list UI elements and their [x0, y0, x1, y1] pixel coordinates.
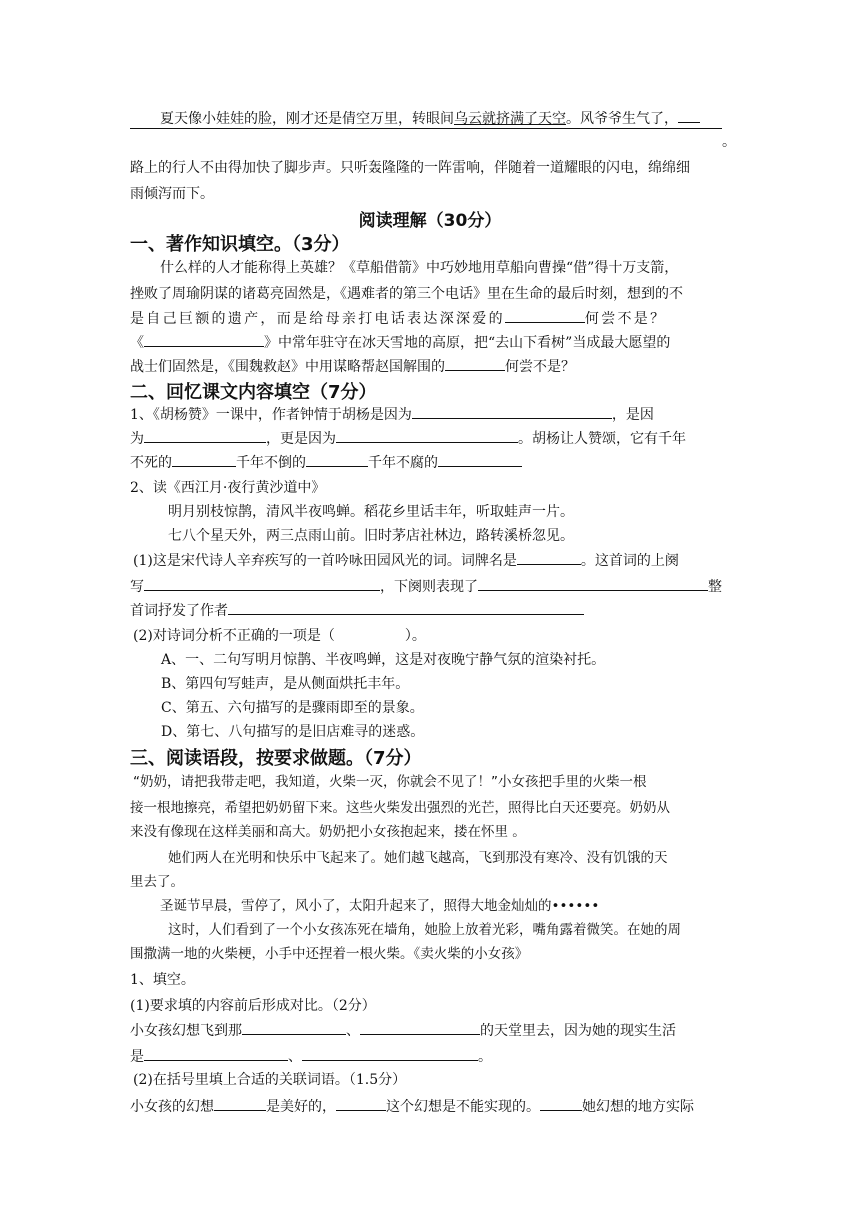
- part2-text: 千年不倒的: [236, 455, 306, 471]
- part1-heading: 一、著作知识填空。（3分）: [130, 234, 350, 255]
- passage-line-2: 接一根地擦亮，希望把奶奶留下来。这些火柴发出强烈的光芒，照得比白天还要亮。奶奶从: [130, 800, 670, 816]
- part2-text: (1)这是宋代诗人辛弃疾写的一首吟咏田园风光的词。词牌名是: [133, 553, 517, 569]
- answer-blank[interactable]: [445, 356, 505, 371]
- part3-text: 。: [478, 1049, 492, 1065]
- answer-blank[interactable]: [517, 550, 581, 565]
- answer-blank[interactable]: [336, 1096, 386, 1111]
- part1-text: 何尝不是？: [584, 311, 667, 327]
- part2-text: ，是因: [611, 407, 654, 423]
- part1-text: 何尝不是？: [505, 359, 575, 375]
- part3-fill-line-1: [130, 1020, 676, 1041]
- answer-blank[interactable]: [438, 452, 522, 467]
- option-a[interactable]: A、一、二句写明月惊鹊、半夜鸣蝉，这是对夜晚宁静气氛的渲染衬托。: [161, 652, 606, 668]
- passage-line-6: 圣诞节早晨，雪停了，风小了，太阳升起来了，照得大地金灿灿的••••••: [160, 898, 600, 914]
- underlined-phrase: 乌云就挤满了天空: [454, 111, 566, 127]
- part3-fill-line-3: [130, 1096, 694, 1117]
- part2-q1-line-1: [130, 404, 654, 425]
- part2-text: 不死的: [130, 455, 172, 471]
- part3-text: 小女孩幻想飞到那: [130, 1023, 242, 1039]
- answer-blank[interactable]: [412, 404, 612, 419]
- passage-line-8: 围撒满一地的火柴梗，小手中还捏着一根火柴。《卖火柴的小女孩》: [130, 946, 529, 962]
- part2-q1-line-2: [130, 428, 686, 449]
- option-d[interactable]: D、第七、八句描写的是旧店难寻的迷惑。: [161, 724, 425, 740]
- part2-text: 整: [708, 579, 722, 595]
- part2-text: 千年不腐的: [368, 455, 438, 471]
- answer-blank[interactable]: [144, 332, 264, 347]
- poem-line-2: 七八个星天外，两三点雨山前。旧时茅店社林边，路转溪桥忽见。: [168, 528, 574, 544]
- passage-line-3: 来没有像现在这样美丽和高大。奶奶把小女孩抱起来，搂在怀里 。: [130, 824, 526, 840]
- part3-text: 她幻想的地方实际: [582, 1099, 694, 1115]
- answer-blank[interactable]: [144, 428, 266, 443]
- poem-line-1: 明月别枝惊鹊，清风半夜鸣蝉。稻花乡里话丰年，听取蛙声一片。: [168, 504, 574, 520]
- part2-text: ，更是因为: [266, 431, 336, 447]
- part3-text: 的天堂里去，因为她的现实生活: [480, 1023, 676, 1039]
- answer-blank[interactable]: [478, 576, 708, 591]
- part3-text: 小女孩的幻想: [130, 1099, 214, 1115]
- passage-line-7: 这时，人们看到了一个小女孩冻死在墙角，她脸上放着光彩，嘴角露着微笑。在她的周: [168, 922, 681, 938]
- answer-blank[interactable]: [242, 1020, 346, 1035]
- part3-q1-1: (1)要求填的内容前后形成对比。（2分）: [130, 998, 376, 1014]
- answer-blank[interactable]: [505, 308, 585, 323]
- part2-q2: 2、读《西江月·夜行黄沙道中》: [130, 480, 326, 496]
- part1-line-1: 什么样的人才能称得上英雄？《草船借箭》中巧妙地用草船向曹操“借”得十万支箭，: [160, 260, 679, 276]
- answer-blank[interactable]: [144, 576, 380, 591]
- part3-fill-line-2: [130, 1046, 492, 1067]
- answer-blank[interactable]: [302, 1046, 478, 1061]
- part1-text: 《: [130, 335, 144, 351]
- section-title: 阅读理解（30分）: [358, 211, 502, 231]
- part3-text: 这个幻想是不能实现的。: [386, 1099, 540, 1115]
- part1-line-3: [130, 308, 666, 329]
- answer-blank-line[interactable]: [130, 128, 722, 129]
- passage-line-5: 里去了。: [130, 874, 184, 890]
- intro-text: 夏天像小娃娃的脸，刚才还是倩空万里，转眼间: [160, 111, 454, 127]
- part2-text: 为: [130, 431, 144, 447]
- part1-line-4: [130, 332, 670, 353]
- part2-heading: 二、回忆课文内容填空（7分）: [130, 382, 377, 403]
- answer-blank[interactable]: [172, 452, 236, 467]
- part2-text: ，下阕则表现了: [380, 579, 478, 595]
- answer-blank[interactable]: [214, 1096, 266, 1111]
- part3-text: 、: [346, 1023, 360, 1039]
- part2-s1-line-1: [133, 550, 679, 571]
- part2-q1-line-3: [130, 452, 522, 473]
- part2-s1-line-2: [130, 576, 722, 597]
- answer-blank[interactable]: [336, 428, 518, 443]
- part1-text: 战士们固然是，《围魏救赵》中用谋略帮赵国解围的: [130, 359, 445, 375]
- part1-text: 是自己巨额的遗产，而是给母亲打电话表达深深爱的: [130, 311, 505, 327]
- intro-text: 。风爷爷生气了，: [566, 111, 678, 127]
- part1-text: 》中常年驻守在冰天雪地的高原，把“去山下看树”当成最大愿望的: [264, 335, 671, 351]
- answer-blank[interactable]: [144, 1046, 288, 1061]
- part3-heading: 三、阅读语段，按要求做题。（7分）: [130, 748, 422, 769]
- answer-blank[interactable]: [228, 600, 584, 615]
- passage-line-1: “奶奶，请把我带走吧，我知道，火柴一灭，你就会不见了！”小女孩把手里的火柴一根: [133, 774, 647, 790]
- part3-text: 是美好的，: [266, 1099, 336, 1115]
- answer-blank[interactable]: [540, 1096, 582, 1111]
- answer-blank[interactable]: [306, 452, 368, 467]
- part3-q1: 1、填空。: [130, 972, 195, 988]
- intro-line-3: 路上的行人不由得加快了脚步声。只听轰隆隆的一阵雷响，伴随着一道耀眼的闪电，绵绵细: [130, 160, 690, 176]
- part2-text: 。这首词的上阕: [580, 553, 679, 569]
- part2-s1-line-3: [130, 600, 584, 621]
- part2-text: 。胡杨让人赞颂，它有千年: [518, 431, 686, 447]
- part1-line-5: [130, 356, 575, 377]
- answer-blank[interactable]: [678, 108, 700, 123]
- part1-line-2: 挫败了周瑜阴谋的诸葛亮固然是，《遇难者的第三个电话》里在生命的最后时刻，想到的不: [130, 286, 683, 302]
- option-c[interactable]: C、第五、六句描写的是骤雨即至的景象。: [161, 700, 424, 716]
- part3-text: 是: [130, 1049, 144, 1065]
- intro-line-4: 雨倾泻而下。: [130, 186, 214, 202]
- answer-blank[interactable]: [360, 1020, 480, 1035]
- passage-line-4: 她们两人在光明和快乐中飞起来了。她们越飞越高，飞到那没有寒冷、没有饥饿的天: [168, 850, 668, 866]
- part2-s2: (2)对诗词分析不正确的一项是（ ）。: [133, 628, 426, 644]
- part2-text: 首词抒发了作者: [130, 603, 228, 619]
- intro-line-1: [160, 108, 700, 129]
- part2-text: 1、《胡杨赞》一课中，作者钟情于胡杨是因为: [130, 407, 412, 423]
- intro-period: 。: [722, 134, 736, 150]
- option-b[interactable]: B、第四句写蛙声，是从侧面烘托丰年。: [161, 676, 410, 692]
- part3-q1-2: (2)在括号里填上合适的关联词语。（1.5分）: [133, 1072, 407, 1088]
- part3-text: 、: [288, 1049, 302, 1065]
- part2-text: 写: [130, 579, 144, 595]
